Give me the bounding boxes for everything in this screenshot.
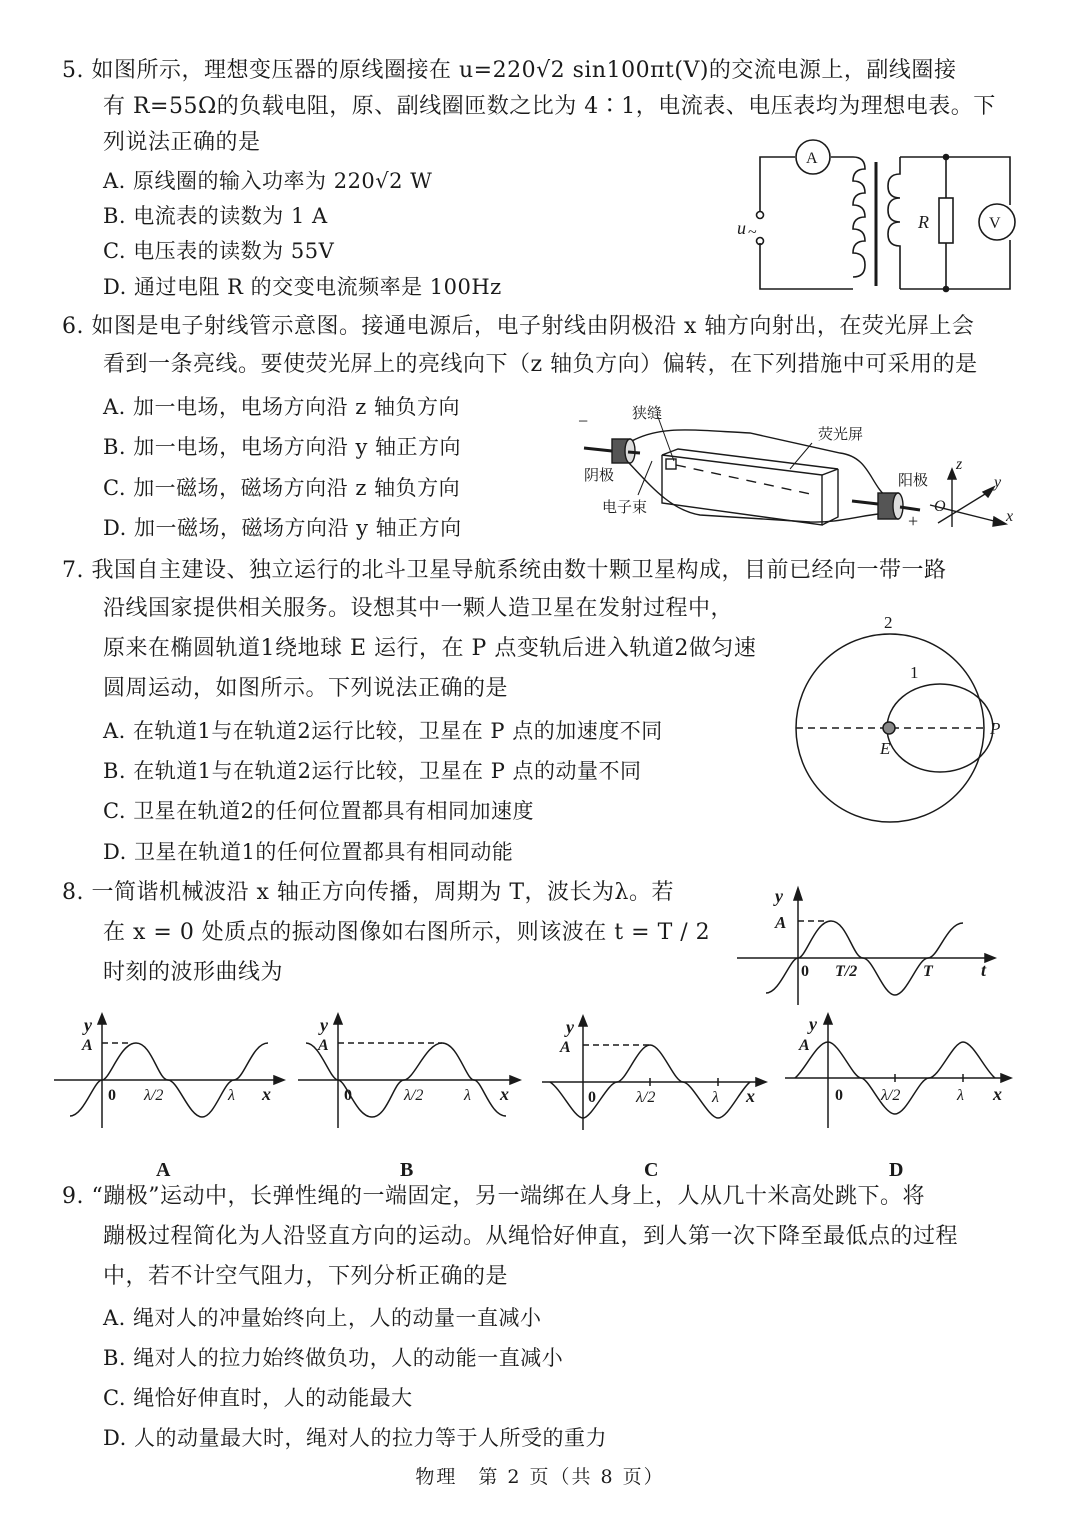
q5-stem-line-1 xyxy=(62,56,956,86)
option-text: 电流表的读数为 1 A xyxy=(133,204,328,228)
option-text: 电压表的读数为 55V xyxy=(133,239,335,263)
q8-stem-line-3: 时刻的波形曲线为 xyxy=(103,960,284,985)
question-number: 7. xyxy=(62,558,84,583)
z-axis-label: z xyxy=(956,456,963,473)
option-label: D. xyxy=(103,275,127,299)
x-axis-label: x xyxy=(262,1084,271,1104)
q9-stem-line-3: 中，若不计空气阻力，下列分析正确的是 xyxy=(103,1264,509,1289)
wavelength-label: λ xyxy=(228,1087,235,1104)
option-label: C. xyxy=(103,239,126,263)
q5-stem-line-3: 列说法正确的是 xyxy=(103,130,261,155)
option-text: 加一电场，电场方向沿 y 轴正方向 xyxy=(133,435,462,459)
q6-option-c xyxy=(103,473,460,503)
y-axis-label: y xyxy=(320,1015,328,1035)
option-text: 在轨道1与在轨道2运行比较，卫星在 P 点的动量不同 xyxy=(133,759,642,783)
option-text: 加一电场，电场方向沿 z 轴负方向 xyxy=(133,395,460,419)
page-footer: 物理 第 2 页（共 8 页） xyxy=(415,1466,665,1488)
option-text: 绳恰好伸直时，人的动能最大 xyxy=(133,1386,413,1410)
screen-label: 荧光屏 xyxy=(818,425,864,443)
half-wavelength-label: λ/2 xyxy=(636,1089,656,1106)
orbit-2-label: 2 xyxy=(884,613,893,632)
stem-text: 我国自主建设、独立运行的北斗卫星导航系统由数十颗卫星构成，目前已经向一带一路 xyxy=(91,558,947,583)
q7-option-d xyxy=(103,837,513,867)
choice-label: C xyxy=(644,1159,659,1181)
voltmeter-label: V xyxy=(989,215,1001,232)
x-axis-label: x xyxy=(993,1084,1002,1104)
wavelength-label: λ xyxy=(464,1087,471,1104)
q5-option-c xyxy=(103,236,334,266)
option-label: B. xyxy=(103,435,127,459)
q7-stem-line-1 xyxy=(62,556,947,586)
period-label: T xyxy=(923,963,933,980)
transformer-circuit-figure xyxy=(735,140,1035,300)
q7-option-b xyxy=(103,756,642,786)
q7-stem-line-2: 沿线国家提供相关服务。设想其中一颗人造卫星在发射过程中， xyxy=(103,596,734,621)
ac-symbol: ~ xyxy=(748,224,757,241)
origin-label: 0 xyxy=(801,963,809,980)
option-text: 在轨道1与在轨道2运行比较，卫星在 P 点的加速度不同 xyxy=(133,719,663,743)
q9-option-a xyxy=(103,1303,542,1333)
cathode-ray-tube-figure xyxy=(570,395,1040,545)
q5-option-b xyxy=(103,201,328,231)
q9-option-b xyxy=(103,1343,563,1373)
stem-text: 如图是电子射线管示意图。接通电源后，电子射线由阴极沿 x 轴方向射出，在荧光屏上会 xyxy=(91,314,975,339)
option-label: C. xyxy=(103,1386,126,1410)
origin-label: 0 xyxy=(835,1087,843,1104)
choice-label: A xyxy=(156,1159,171,1181)
question-number: 5. xyxy=(62,58,84,83)
q9-stem-line-1 xyxy=(62,1182,925,1212)
wavelength-label: λ xyxy=(957,1087,964,1104)
vibration-graph-figure xyxy=(735,880,1035,1005)
option-text: 原线圈的输入功率为 220√2 W xyxy=(133,169,433,193)
amplitude-label: A xyxy=(560,1039,571,1056)
option-label: D. xyxy=(103,516,127,540)
cathode-label: 阴极 xyxy=(584,466,615,484)
origin-label: 0 xyxy=(344,1087,352,1104)
stem-text: 如图所示，理想变压器的原线圈接在 u=220√2 sin100πt(V)的交流电源上，副线圈接 xyxy=(91,58,957,83)
option-label: A. xyxy=(103,395,126,419)
amplitude-label: A xyxy=(775,913,787,932)
y-axis-label: y xyxy=(994,474,1002,491)
q7-stem-line-3: 原来在椭圆轨道1绕地球 E 运行，在 P 点变轨后进入轨道2做匀速 xyxy=(103,636,757,661)
y-axis-label: y xyxy=(84,1015,92,1035)
option-label: B. xyxy=(103,204,127,228)
q8-stem-line-2: 在 x = 0 处质点的振动图像如右图所示，则该波在 t = T / 2 xyxy=(103,920,711,945)
q9-stem-line-2: 蹦极过程简化为人沿竖直方向的运动。从绳恰好伸直，到人第一次下降至最低点的过程 xyxy=(103,1224,959,1249)
origin-label: O xyxy=(934,498,946,515)
option-label: B. xyxy=(103,759,127,783)
half-wavelength-label: λ/2 xyxy=(404,1087,424,1104)
option-label: A. xyxy=(103,169,126,193)
orbit-1-label: 1 xyxy=(910,663,919,682)
x-axis-label: x xyxy=(746,1086,755,1106)
ammeter-label: A xyxy=(806,150,818,167)
point-p-label: P xyxy=(990,719,1001,738)
q8-stem-line-1 xyxy=(62,878,674,908)
q7-stem-line-4: 圆周运动，如图所示。下列说法正确的是 xyxy=(103,676,509,701)
option-text: 卫星在轨道1的任何位置都具有相同动能 xyxy=(133,840,514,864)
question-number: 6. xyxy=(62,314,84,339)
option-text: 卫星在轨道2的任何位置都具有相同加速度 xyxy=(133,799,535,823)
wave-choice-c[interactable] xyxy=(540,1010,770,1185)
resistor-label: R xyxy=(918,212,929,232)
q6-stem-line-2: 看到一条亮线。要使荧光屏上的亮线向下（z 轴负方向）偏转，在下列措施中可采用的是 xyxy=(103,352,978,377)
wave-choice-d[interactable] xyxy=(785,1010,1025,1185)
origin-label: 0 xyxy=(108,1087,116,1104)
minus-sign: − xyxy=(578,411,589,431)
option-label: D. xyxy=(103,840,127,864)
option-label: C. xyxy=(103,799,126,823)
question-number: 9. xyxy=(62,1184,84,1209)
q6-option-a xyxy=(103,392,460,422)
option-label: A. xyxy=(103,719,126,743)
half-wavelength-label: λ/2 xyxy=(881,1087,901,1104)
q6-option-b xyxy=(103,432,461,462)
amplitude-label: A xyxy=(799,1037,810,1054)
option-text: 加一磁场，磁场方向沿 z 轴负方向 xyxy=(133,476,461,500)
option-text: 人的动量最大时，绳对人的拉力等于人所受的重力 xyxy=(133,1426,607,1450)
half-period-label: T/2 xyxy=(835,963,858,980)
q5-option-d xyxy=(103,272,502,302)
option-text: 绳对人的拉力始终做负功，人的动能一直减小 xyxy=(133,1346,564,1370)
q6-option-d xyxy=(103,513,462,543)
q6-stem-line-1 xyxy=(62,312,974,342)
option-label: C. xyxy=(103,476,126,500)
x-axis-label: x xyxy=(1006,508,1014,525)
earth-label: E xyxy=(880,739,891,758)
q5-option-a xyxy=(103,166,432,196)
amplitude-label: A xyxy=(82,1037,93,1054)
slit-label: 狭缝 xyxy=(632,404,663,422)
source-label: u xyxy=(737,218,746,238)
orbit-diagram-figure xyxy=(790,610,1020,840)
q7-option-a xyxy=(103,716,663,746)
t-axis-label: t xyxy=(981,960,987,980)
option-text: 加一磁场，磁场方向沿 y 轴正方向 xyxy=(133,516,462,540)
beam-label: 电子束 xyxy=(602,498,648,516)
origin-label: 0 xyxy=(588,1089,596,1106)
choice-label: D xyxy=(889,1159,904,1181)
q9-option-d xyxy=(103,1423,607,1453)
option-text: 绳对人的冲量始终向上，人的动量一直减小 xyxy=(133,1306,542,1330)
wave-choice-a[interactable] xyxy=(52,1010,282,1185)
plus-sign: + xyxy=(908,511,919,531)
x-axis-label: x xyxy=(500,1084,509,1104)
q7-option-c xyxy=(103,796,534,826)
anode-label: 阳极 xyxy=(898,471,929,489)
wavelength-label: λ xyxy=(712,1089,719,1106)
y-axis-label: y xyxy=(775,886,783,906)
option-label: B. xyxy=(103,1346,127,1370)
choice-label: B xyxy=(400,1159,414,1181)
amplitude-label: A xyxy=(318,1037,329,1054)
q9-option-c xyxy=(103,1383,413,1413)
y-axis-label: y xyxy=(566,1017,574,1037)
stem-text: “蹦极”运动中，长弹性绳的一端固定，另一端绑在人身上，人从几十米高处跳下。将 xyxy=(91,1184,925,1209)
half-wavelength-label: λ/2 xyxy=(144,1087,164,1104)
wave-choice-b[interactable] xyxy=(296,1010,526,1185)
option-text: 通过电阻 R 的交变电流频率是 100Hz xyxy=(133,275,502,299)
y-axis-label: y xyxy=(809,1014,817,1034)
question-number: 8. xyxy=(62,880,84,905)
option-label: A. xyxy=(103,1306,126,1330)
q5-stem-line-2: 有 R=55Ω的负载电阻，原、副线圈匝数之比为 4∶1，电流表、电压表均为理想电表。下 xyxy=(103,94,996,119)
stem-text: 一简谐机械波沿 x 轴正方向传播，周期为 T，波长为λ。若 xyxy=(91,880,675,905)
option-label: D. xyxy=(103,1426,127,1450)
